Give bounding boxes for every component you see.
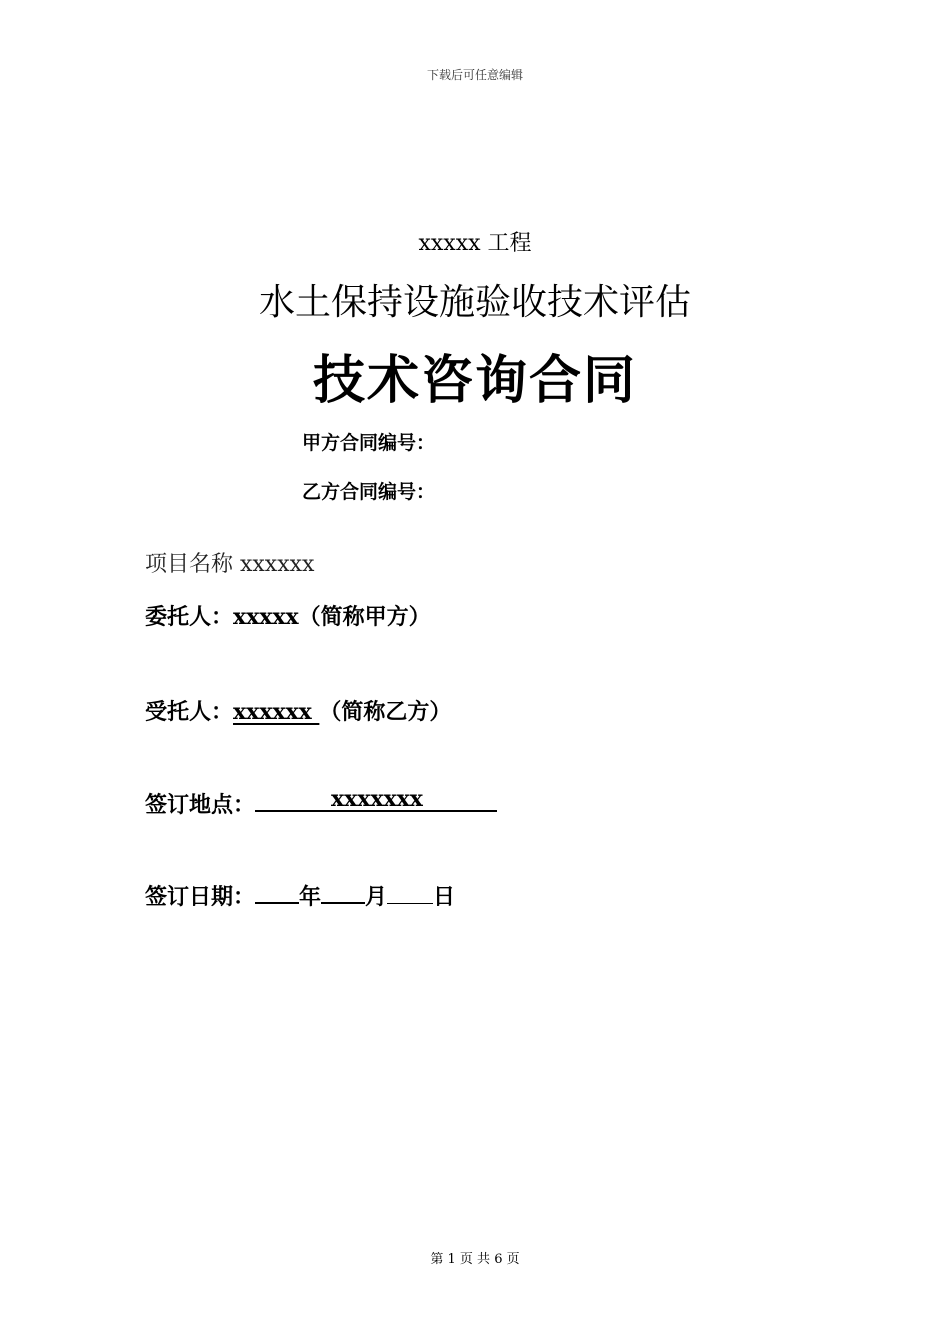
signing-date-label: 签订日期： <box>145 884 256 910</box>
page-footer: 第 1 页 共 6 页 <box>430 1252 520 1267</box>
month-label: 月 <box>365 884 388 910</box>
project-name: 项目名称 xxxxxx <box>145 552 315 577</box>
client-field <box>145 600 431 631</box>
contractor-value: xxxxxx <box>233 699 320 725</box>
day-blank <box>387 881 433 904</box>
contractor-alias: （简称乙方） <box>319 699 452 725</box>
document-title-line2: 技术咨询合同 <box>312 351 637 411</box>
signing-place-label: 签订地点： <box>145 792 256 818</box>
year-label: 年 <box>299 884 322 910</box>
contractor-field <box>145 695 451 726</box>
month-blank <box>321 880 365 904</box>
signing-place-field <box>145 788 497 819</box>
signing-date-field <box>145 880 455 911</box>
signing-place-blank <box>255 788 497 812</box>
document-title-line1: 水土保持设施验收技术评估 <box>258 282 691 323</box>
year-blank <box>255 880 299 904</box>
contractor-label: 受托人： <box>145 699 234 725</box>
day-label: 日 <box>433 884 456 910</box>
client-label: 委托人： <box>145 604 234 630</box>
header-note: 下载后可任意编辑 <box>426 68 523 82</box>
client-value: xxxxx <box>233 604 299 630</box>
party-b-contract-number-label: 乙方合同编号： <box>302 481 436 503</box>
client-alias: （简称甲方） <box>298 604 431 630</box>
signing-place-value: xxxxxxx <box>331 786 423 812</box>
project-line: xxxxx 工程 <box>418 231 532 256</box>
party-a-contract-number-label: 甲方合同编号： <box>302 432 436 454</box>
